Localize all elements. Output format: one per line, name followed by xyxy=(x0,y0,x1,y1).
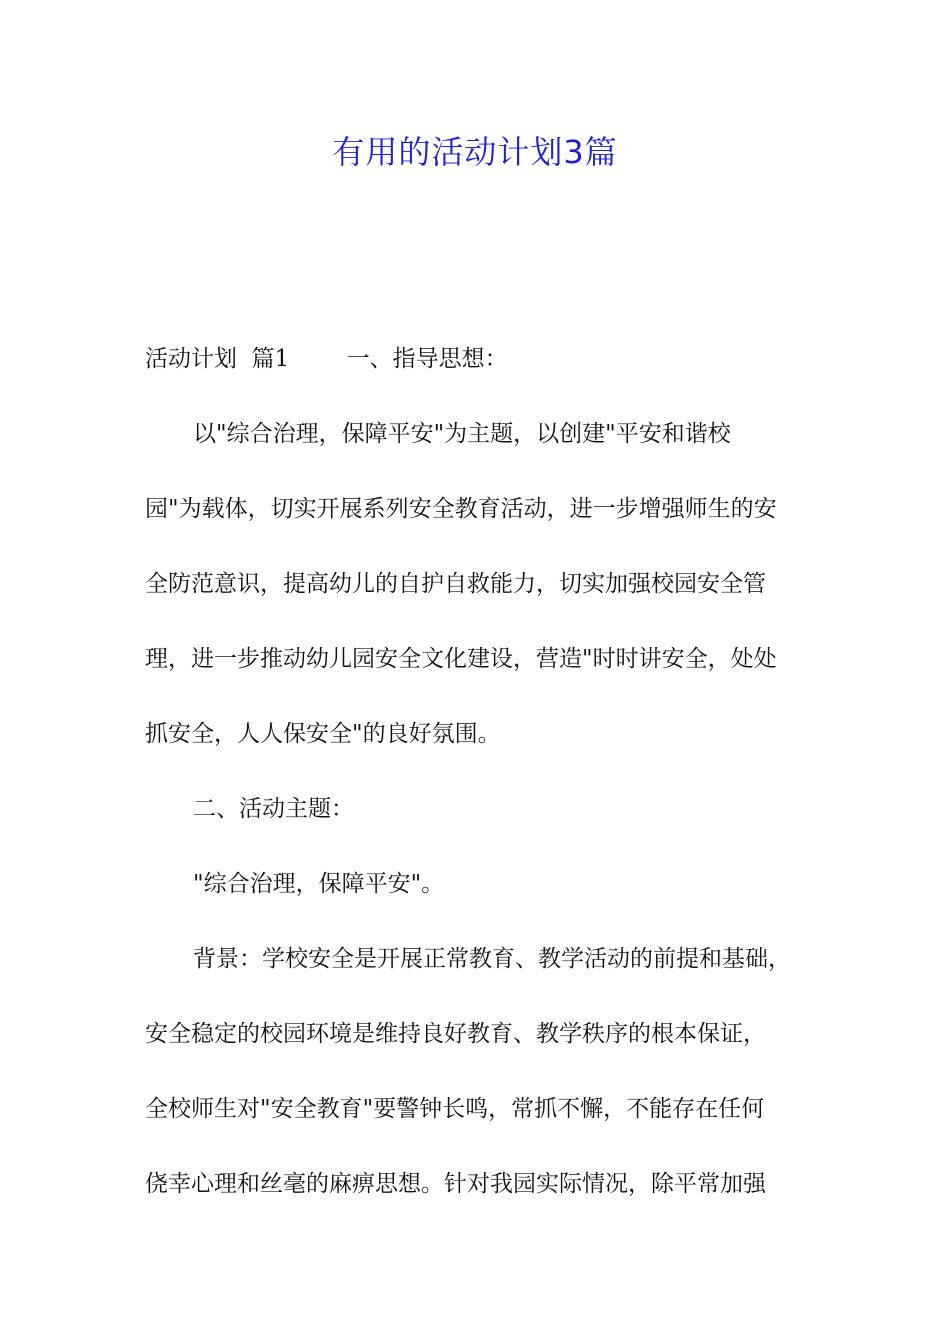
section-heading: 一、指导思想： xyxy=(346,346,508,372)
paragraph-line: 抓安全，人人保安全"的良好氛围。 xyxy=(145,721,501,747)
paragraph-line: 理，进一步推动幼儿园安全文化建设，营造"时时讲安全，处处 xyxy=(145,646,777,672)
paragraph-line: 园"为载体，切实开展系列安全教育活动，进一步增强师生的安 xyxy=(145,496,777,522)
paragraph-line: 全校师生对"安全教育"要警钟长鸣，常抓不懈，不能存在任何 xyxy=(145,1096,765,1122)
section-heading-line xyxy=(145,343,508,375)
paragraph-line: 背景：学校安全是开展正常教育、教学活动的前提和基础， xyxy=(193,946,791,972)
paragraph-line: 安全稳定的校园环境是维持良好教育、教学秩序的根本保证， xyxy=(145,1021,766,1047)
paragraph-line: 全防范意识，提高幼儿的自护自救能力，切实加强校园安全管 xyxy=(145,571,766,597)
paragraph-line: 侥幸心理和丝毫的麻痹思想。针对我园实际情况，除平常加强 xyxy=(145,1171,766,1197)
document-title: 有用的活动计划3篇 xyxy=(332,133,618,171)
paragraph-line: 以"综合治理，保障平安"为主题，以创建"平安和谐校 xyxy=(193,421,731,447)
section-heading: 二、活动主题： xyxy=(193,796,354,822)
plan-heading: 活动计划 篇1 xyxy=(145,346,290,372)
paragraph-line: "综合治理，保障平安"。 xyxy=(193,871,445,897)
